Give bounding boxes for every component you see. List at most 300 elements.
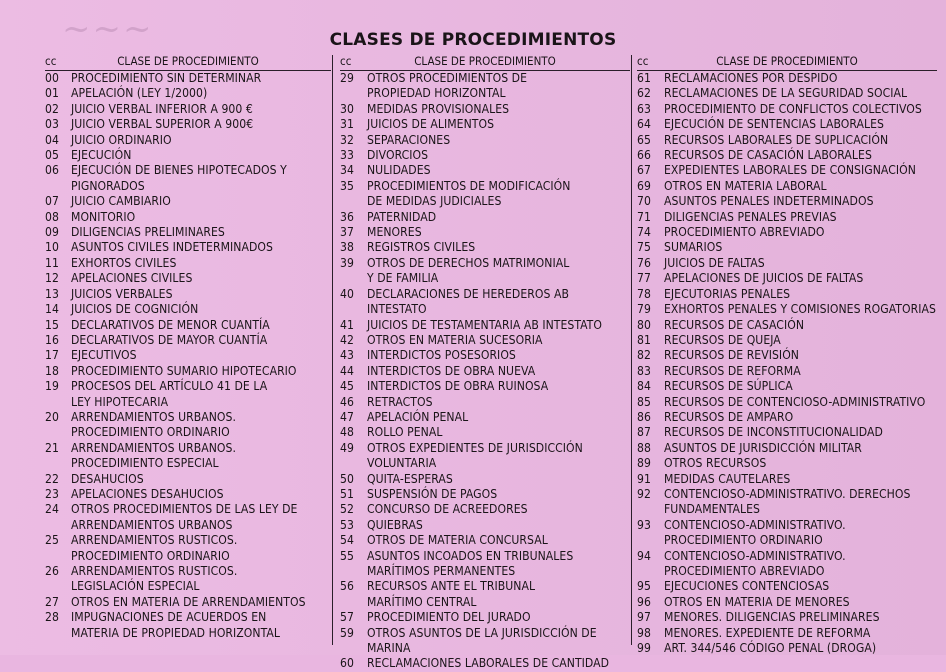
procedure-row (45, 610, 331, 641)
procedure-name: ASUNTOS CIVILES INDETERMINADOS (71, 240, 273, 255)
procedure-row (340, 472, 630, 487)
procedure-name: DECLARATIVOS DE MAYOR CUANTÍA (71, 332, 268, 347)
procedure-row (340, 117, 630, 132)
procedure-code: 40 (340, 286, 354, 301)
procedure-code: 28 (45, 610, 59, 625)
procedure-code: 12 (45, 271, 59, 286)
procedure-code: 59 (340, 625, 354, 640)
procedure-name: EJECUCIONES CONTENCIOSAS (664, 579, 830, 594)
procedure-name: PROCEDIMIENTO SUMARIO HIPOTECARIO (71, 363, 297, 378)
procedure-name: PROCEDIMIENTOS DE MODIFICACIÓN DE MEDIDAS JUDICIALES (367, 178, 571, 209)
procedure-row (340, 179, 630, 210)
procedure-name: ARRENDAMIENTOS URBANOS. PROCEDIMIENTO ORDINARIO (71, 409, 236, 440)
code-header: cc (637, 54, 649, 68)
procedure-name: DECLARATIVOS DE MENOR CUANTÍA (71, 317, 270, 332)
procedure-name: PROCESOS DEL ARTÍCULO 41 DE LA LEY HIPOTECARIA (71, 379, 268, 409)
procedure-row (45, 102, 331, 117)
procedure-code: 84 (637, 379, 651, 394)
procedure-code: 44 (340, 363, 354, 378)
procedure-code: 65 (637, 132, 651, 147)
procedure-row (45, 210, 331, 225)
procedure-row (637, 379, 937, 394)
procedure-name: ART. 344/546 CÓDIGO PENAL (DROGA) (664, 641, 877, 656)
procedure-row (340, 256, 630, 287)
procedure-name: QUIEBRAS (367, 517, 423, 532)
procedure-code: 85 (637, 394, 651, 409)
procedure-row (45, 441, 331, 472)
procedure-code: 17 (45, 348, 59, 363)
procedure-code: 35 (340, 178, 354, 193)
procedure-row (45, 472, 331, 487)
procedure-row (45, 302, 331, 317)
procedure-row (340, 533, 630, 548)
procedure-row (340, 579, 630, 610)
procedure-name: DECLARACIONES DE HEREDEROS AB INTESTATO (367, 286, 569, 317)
procedure-name: RECLAMACIONES POR DESPIDO (664, 71, 838, 85)
procedure-code: 94 (637, 548, 651, 563)
procedure-row (637, 364, 937, 379)
procedure-row (637, 271, 937, 286)
code-header: cc (340, 54, 352, 68)
procedure-row (637, 240, 937, 255)
procedure-name: JUICIOS DE FALTAS (664, 255, 765, 270)
procedure-name: RECLAMACIONES LABORALES DE CANTIDAD (367, 656, 610, 671)
procedure-name: SUSPENSIÓN DE PAGOS (367, 486, 498, 501)
procedure-row (637, 302, 937, 317)
procedure-code: 36 (340, 209, 354, 224)
procedure-row (637, 117, 937, 132)
procedure-name: JUICIO CAMBIARIO (71, 194, 171, 209)
procedure-code: 50 (340, 471, 354, 486)
procedure-code: 34 (340, 163, 354, 178)
procedure-row (45, 194, 331, 209)
procedure-name: IMPUGNACIONES DE ACUERDOS EN MATERIA DE PROPIEDAD HORIZONTAL (71, 610, 280, 640)
procedure-name: OTROS EN MATERIA DE MENORES (664, 594, 850, 609)
procedure-name: MONITORIO (71, 209, 136, 224)
procedure-name: RECURSOS ANTE EL TRIBUNAL MARÍTIMO CENTRAL (367, 579, 536, 609)
procedure-name: APELACIÓN PENAL (367, 409, 469, 424)
procedure-row (45, 410, 331, 441)
page-title: CLASES DE PROCEDIMIENTOS (329, 30, 617, 50)
procedure-name: QUITA-ESPERAS (367, 471, 453, 486)
procedure-name: OTROS EN MATERIA SUCESORIA (367, 332, 543, 347)
procedure-row (637, 549, 937, 580)
procedure-code: 83 (637, 363, 651, 378)
procedure-code: 09 (45, 225, 59, 240)
procedure-row (45, 240, 331, 255)
procedure-code: 29 (340, 71, 354, 85)
procedure-row (637, 256, 937, 271)
procedure-code: 37 (340, 225, 354, 240)
procedure-name: RECURSOS DE INCONSTITUCIONALIDAD (664, 425, 883, 440)
procedure-row (45, 256, 331, 271)
procedure-code: 82 (637, 348, 651, 363)
procedure-name: PROCEDIMIENTO ABREVIADO (664, 225, 825, 240)
procedure-column-2 (340, 54, 630, 671)
procedure-code: 49 (340, 440, 354, 455)
procedure-row (637, 102, 937, 117)
procedure-row (340, 348, 630, 363)
procedure-row (340, 318, 630, 333)
name-header: CLASE DE PROCEDIMIENTO (117, 54, 259, 68)
procedure-name: DESAHUCIOS (71, 471, 144, 486)
procedure-row (340, 364, 630, 379)
procedure-name: JUICIO ORDINARIO (71, 132, 172, 147)
procedure-row (637, 163, 937, 178)
procedure-row (340, 287, 630, 318)
procedure-name: PROCEDIMIENTO DE CONFLICTOS COLECTIVOS (664, 101, 922, 116)
procedure-row (45, 86, 331, 101)
procedure-name: EJECUCIÓN DE BIENES HIPOTECADOS Y PIGNORADOS (71, 163, 287, 193)
procedure-row (637, 641, 937, 656)
procedure-code: 86 (637, 409, 651, 424)
column-divider (631, 55, 632, 645)
procedure-row (637, 86, 937, 101)
procedure-code: 54 (340, 533, 354, 548)
procedure-code: 33 (340, 148, 354, 163)
procedure-name: OTROS DE DERECHOS MATRIMONIAL Y DE FAMILIA (367, 255, 570, 286)
procedure-code: 05 (45, 148, 59, 163)
procedure-row (637, 348, 937, 363)
procedure-code: 25 (45, 533, 59, 548)
procedure-row (45, 71, 331, 86)
procedure-name: OTROS EXPEDIENTES DE JURISDICCIÓN VOLUNTARIA (367, 440, 583, 471)
procedure-code: 16 (45, 332, 59, 347)
procedure-row (45, 163, 331, 194)
column-header (45, 54, 331, 71)
procedure-row (637, 610, 937, 625)
procedure-code: 11 (45, 255, 59, 270)
procedure-code: 52 (340, 502, 354, 517)
procedure-code: 96 (637, 594, 651, 609)
procedure-name: INTERDICTOS DE OBRA RUINOSA (367, 379, 549, 394)
procedure-code: 62 (637, 86, 651, 101)
procedure-row (637, 518, 937, 549)
procedure-row (340, 71, 630, 102)
procedure-code: 10 (45, 240, 59, 255)
procedure-code: 77 (637, 271, 651, 286)
procedure-name: EXHORTOS CIVILES (71, 255, 177, 270)
procedure-name: RETRACTOS (367, 394, 433, 409)
procedure-code: 03 (45, 117, 59, 132)
procedure-name: OTROS PROCEDIMIENTOS DE PROPIEDAD HORIZONTAL (367, 71, 528, 101)
procedure-row (637, 179, 937, 194)
procedure-code: 32 (340, 132, 354, 147)
procedure-name: DILIGENCIAS PRELIMINARES (71, 225, 225, 240)
procedure-row (340, 549, 630, 580)
procedure-code: 13 (45, 286, 59, 301)
procedure-row (340, 163, 630, 178)
procedure-name: NULIDADES (367, 163, 431, 178)
procedure-row (340, 502, 630, 517)
procedure-row (45, 487, 331, 502)
procedure-code: 79 (637, 302, 651, 317)
procedure-list (637, 71, 937, 656)
procedure-row (637, 595, 937, 610)
name-header: CLASE DE PROCEDIMIENTO (716, 54, 858, 68)
procedure-code: 02 (45, 101, 59, 116)
procedure-code: 15 (45, 317, 59, 332)
procedure-row (340, 210, 630, 225)
procedure-name: EXPEDIENTES LABORALES DE CONSIGNACIÓN (664, 163, 916, 178)
procedure-row (340, 333, 630, 348)
procedure-code: 30 (340, 101, 354, 116)
procedure-row (45, 364, 331, 379)
procedure-code: 24 (45, 502, 59, 517)
procedure-code: 01 (45, 86, 59, 101)
procedure-name: REGISTROS CIVILES (367, 240, 476, 255)
procedure-name: OTROS PROCEDIMIENTOS DE LAS LEY DE ARRENDAMIENTOS URBANOS (71, 502, 298, 532)
procedure-row (45, 225, 331, 240)
procedure-name: JUICIOS DE TESTAMENTARIA AB INTESTATO (367, 317, 602, 332)
procedure-name: OTROS DE MATERIA CONCURSAL (367, 533, 548, 548)
procedure-row (637, 441, 937, 456)
procedure-code: 81 (637, 332, 651, 347)
procedure-code: 07 (45, 194, 59, 209)
procedure-row (637, 456, 937, 471)
procedure-name: APELACIONES DE JUICIOS DE FALTAS (664, 271, 864, 286)
procedure-code: 45 (340, 379, 354, 394)
procedure-row (45, 287, 331, 302)
procedure-name: RECURSOS DE CONTENCIOSO-ADMINISTRATIVO (664, 394, 926, 409)
procedure-row (45, 133, 331, 148)
procedure-name: ARRENDAMIENTOS URBANOS. PROCEDIMIENTO ESPECIAL (71, 440, 236, 471)
procedure-code: 78 (637, 286, 651, 301)
procedure-code: 93 (637, 517, 651, 532)
procedure-name: JUICIO VERBAL SUPERIOR A 900€ (71, 117, 254, 132)
procedure-row (340, 441, 630, 472)
procedure-name: PROCEDIMIENTO DEL JURADO (367, 610, 531, 625)
procedure-name: CONTENCIOSO-ADMINISTRATIVO. DERECHOS FUNDAMENTALES (664, 486, 911, 517)
procedure-name: DIVORCIOS (367, 148, 429, 163)
procedure-code: 76 (637, 255, 651, 270)
procedure-code: 67 (637, 163, 651, 178)
procedure-row (45, 502, 331, 533)
procedure-row (637, 133, 937, 148)
procedure-code: 89 (637, 456, 651, 471)
procedure-row (45, 271, 331, 286)
procedure-name: RECURSOS DE AMPARO (664, 409, 794, 424)
procedure-name: JUICIOS DE ALIMENTOS (367, 117, 495, 132)
procedure-name: RECURSOS DE SÚPLICA (664, 379, 793, 394)
procedure-name: JUICIOS DE COGNICIÓN (71, 302, 199, 317)
procedure-row (340, 518, 630, 533)
procedure-row (340, 656, 630, 671)
name-header: CLASE DE PROCEDIMIENTO (414, 54, 556, 68)
procedure-name: PATERNIDAD (367, 209, 437, 224)
procedure-code: 66 (637, 148, 651, 163)
procedure-row (637, 579, 937, 594)
procedure-row (637, 71, 937, 86)
procedure-row (637, 626, 937, 641)
procedure-row (340, 410, 630, 425)
procedure-name: MENORES (367, 225, 422, 240)
code-header: cc (45, 54, 57, 68)
procedure-row (45, 117, 331, 132)
procedure-code: 95 (637, 579, 651, 594)
procedure-name: DILIGENCIAS PENALES PREVIAS (664, 209, 837, 224)
procedure-row (637, 395, 937, 410)
procedure-name: APELACIONES CIVILES (71, 271, 193, 286)
procedure-code: 87 (637, 425, 651, 440)
procedure-name: JUICIO VERBAL INFERIOR A 900 € (71, 101, 253, 116)
procedure-name: OTROS EN MATERIA DE ARRENDAMIENTOS (71, 594, 306, 609)
background-bleedthrough-mark: ~~~ (60, 10, 152, 50)
procedure-code: 70 (637, 194, 651, 209)
procedure-code: 48 (340, 425, 354, 440)
procedure-code: 22 (45, 471, 59, 486)
procedure-code: 00 (45, 71, 59, 85)
procedure-code: 06 (45, 163, 59, 178)
procedure-name: OTROS ASUNTOS DE LA JURISDICCIÓN DE MARINA (367, 625, 597, 656)
procedure-row (637, 287, 937, 302)
procedure-name: EJECUTORIAS PENALES (664, 286, 791, 301)
procedure-code: 14 (45, 302, 59, 317)
procedure-name: RECURSOS DE REVISIÓN (664, 348, 799, 363)
procedure-row (45, 379, 331, 410)
procedure-code: 31 (340, 117, 354, 132)
procedure-code: 38 (340, 240, 354, 255)
procedure-row (340, 425, 630, 440)
procedure-code: 51 (340, 486, 354, 501)
procedure-name: PROCEDIMIENTO SIN DETERMINAR (71, 71, 262, 85)
procedure-row (340, 148, 630, 163)
procedure-code: 71 (637, 209, 651, 224)
procedure-code: 18 (45, 363, 59, 378)
procedure-name: MENORES. EXPEDIENTE DE REFORMA (664, 625, 871, 640)
procedure-row (45, 533, 331, 564)
procedure-name: SEPARACIONES (367, 132, 451, 147)
procedure-row (340, 395, 630, 410)
procedure-code: 39 (340, 255, 354, 270)
procedure-code: 46 (340, 394, 354, 409)
procedure-name: ARRENDAMIENTOS RUSTICOS. LEGISLACIÓN ESPECIAL (71, 564, 238, 594)
procedure-code: 08 (45, 209, 59, 224)
procedure-column-1 (45, 54, 331, 646)
procedure-name: RECLAMACIONES DE LA SEGURIDAD SOCIAL (664, 86, 908, 101)
procedure-name: APELACIONES DESAHUCIOS (71, 486, 224, 501)
procedure-name: MENORES. DILIGENCIAS PRELIMINARES (664, 610, 880, 625)
procedure-code: 61 (637, 71, 651, 85)
procedure-code: 47 (340, 409, 354, 424)
procedure-code: 60 (340, 656, 354, 671)
procedure-column-3 (637, 54, 937, 656)
procedure-name: CONTENCIOSO-ADMINISTRATIVO. PROCEDIMIENTO ABREVIADO (664, 548, 846, 578)
procedure-code: 43 (340, 348, 354, 363)
procedure-code: 80 (637, 317, 651, 332)
procedure-row (637, 318, 937, 333)
procedure-row (637, 194, 937, 209)
procedure-name: OTROS RECURSOS (664, 456, 767, 471)
procedure-code: 19 (45, 379, 59, 394)
procedure-row (45, 318, 331, 333)
procedure-name: MEDIDAS PROVISIONALES (367, 101, 510, 116)
procedure-code: 27 (45, 594, 59, 609)
procedure-name: JUICIOS VERBALES (71, 286, 173, 301)
procedure-code: 69 (637, 178, 651, 193)
procedure-row (340, 240, 630, 255)
procedure-name: RECURSOS DE CASACIÓN (664, 317, 805, 332)
procedure-name: EJECUCIÓN (71, 148, 132, 163)
procedure-row (637, 148, 937, 163)
procedure-row (45, 333, 331, 348)
procedure-code: 26 (45, 564, 59, 578)
procedure-row (340, 610, 630, 625)
procedure-code: 92 (637, 486, 651, 501)
procedure-row (45, 148, 331, 163)
procedure-name: ASUNTOS PENALES INDETERMINADOS (664, 194, 874, 209)
procedure-list (340, 71, 630, 672)
procedure-row (45, 564, 331, 595)
procedure-code: 55 (340, 548, 354, 563)
procedure-name: ASUNTOS DE JURISDICCIÓN MILITAR (664, 440, 862, 455)
procedure-name: INTERDICTOS POSESORIOS (367, 348, 516, 363)
column-header (637, 54, 937, 71)
procedure-name: INTERDICTOS DE OBRA NUEVA (367, 363, 536, 378)
procedure-code: 20 (45, 409, 59, 424)
procedure-row (45, 348, 331, 363)
procedure-row (637, 472, 937, 487)
procedure-code: 42 (340, 332, 354, 347)
column-header (340, 54, 630, 71)
procedure-name: CONCURSO DE ACREEDORES (367, 502, 528, 517)
procedure-code: 41 (340, 317, 354, 332)
procedure-name: RECURSOS DE QUEJA (664, 332, 781, 347)
procedure-code: 75 (637, 240, 651, 255)
procedure-row (637, 225, 937, 240)
procedure-name: ROLLO PENAL (367, 425, 443, 440)
procedure-name: EJECUTIVOS (71, 348, 137, 363)
procedure-name: APELACIÓN (LEY 1/2000) (71, 86, 208, 101)
procedure-row (45, 595, 331, 610)
procedure-code: 23 (45, 486, 59, 501)
procedure-code: 64 (637, 117, 651, 132)
procedure-code: 97 (637, 610, 651, 625)
procedure-row (637, 425, 937, 440)
procedure-name: ASUNTOS INCOADOS EN TRIBUNALES MARÍTIMOS PERMANENTES (367, 548, 574, 578)
procedure-name: ARRENDAMIENTOS RUSTICOS. PROCEDIMIENTO ORDINARIO (71, 533, 238, 563)
procedure-name: CONTENCIOSO-ADMINISTRATIVO. PROCEDIMIENTO ORDINARIO (664, 517, 846, 548)
procedure-code: 98 (637, 625, 651, 640)
procedure-code: 53 (340, 517, 354, 532)
procedure-row (340, 487, 630, 502)
procedure-code: 99 (637, 641, 651, 656)
procedure-code: 63 (637, 101, 651, 116)
procedure-row (637, 333, 937, 348)
procedure-name: EXHORTOS PENALES Y COMISIONES ROGATORIAS (664, 302, 936, 317)
procedure-row (340, 102, 630, 117)
procedure-code: 04 (45, 132, 59, 147)
procedure-code: 91 (637, 471, 651, 486)
procedure-name: MEDIDAS CAUTELARES (664, 471, 791, 486)
procedure-row (637, 210, 937, 225)
procedure-code: 57 (340, 610, 354, 625)
procedure-code: 74 (637, 225, 651, 240)
procedure-code: 88 (637, 440, 651, 455)
procedure-code: 21 (45, 440, 59, 455)
procedure-name: RECURSOS DE CASACIÓN LABORALES (664, 148, 872, 163)
procedure-name: SUMARIOS (664, 240, 723, 255)
procedure-row (340, 379, 630, 394)
procedure-list (45, 71, 331, 641)
procedure-name: EJECUCIÓN DE SENTENCIAS LABORALES (664, 117, 884, 132)
procedure-name: OTROS EN MATERIA LABORAL (664, 178, 827, 193)
procedure-name: RECURSOS LABORALES DE SUPLICACIÓN (664, 132, 889, 147)
procedure-code: 56 (340, 579, 354, 594)
procedure-row (340, 626, 630, 657)
procedure-row (637, 410, 937, 425)
procedure-name: RECURSOS DE REFORMA (664, 363, 801, 378)
